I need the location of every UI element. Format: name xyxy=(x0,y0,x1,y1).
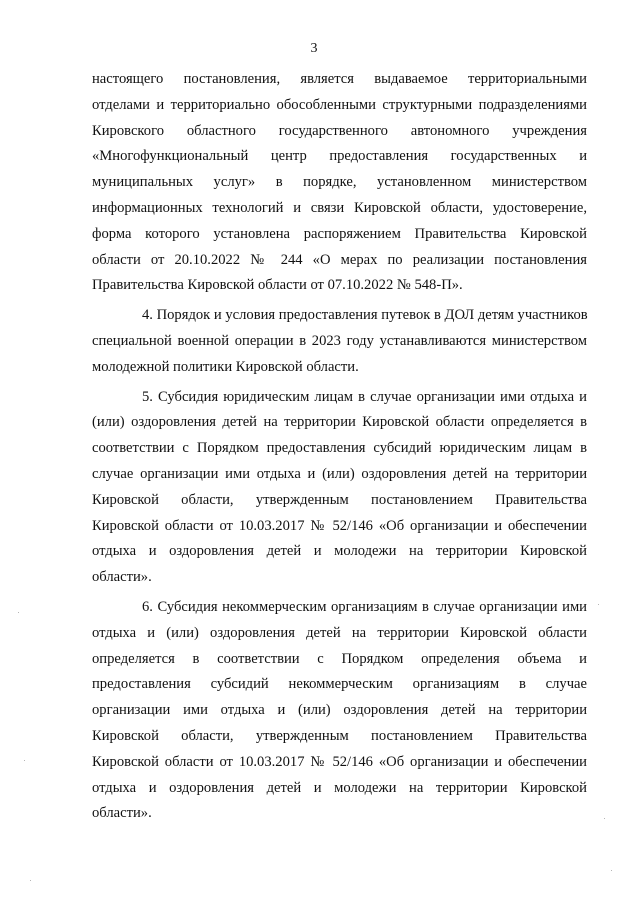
text-line: информационных технологий и связи Кировской области, удостоверение, xyxy=(92,199,587,216)
scan-speck xyxy=(604,818,605,819)
text-line: области от 20.10.2022 № 244 «О мерах по реализации постановления xyxy=(92,251,587,268)
document-body xyxy=(92,67,587,827)
scan-speck xyxy=(611,870,612,871)
text-line: области». xyxy=(92,569,152,586)
text-line: Кировской области, утвержденным постановлением Правительства xyxy=(92,727,587,744)
paragraph-item-6 xyxy=(92,595,587,827)
text-line: (или) оздоровления детей на территории Кировской области определяется в xyxy=(92,414,587,431)
text-line: молодежной политики Кировской области. xyxy=(92,358,359,375)
text-line: специальной военной операции в 2023 году устанавливаются министерством xyxy=(92,332,587,349)
scan-speck xyxy=(18,612,19,613)
text-line: 5. Субсидия юридическим лицам в случае организации ими отдыха и xyxy=(142,388,587,405)
text-line: 4. Порядок и условия предоставления путевок в ДОЛ детям участников xyxy=(142,307,588,324)
text-line: отдыха и (или) оздоровления детей на территории Кировской области xyxy=(92,624,587,641)
text-line: настоящего постановления, является выдаваемое территориальными xyxy=(92,71,587,87)
paragraph-item-5 xyxy=(92,385,587,591)
paragraph-continuation xyxy=(92,67,587,299)
text-line: «Многофункциональный центр предоставления государственных и xyxy=(92,148,587,165)
text-line: Кировского областного государственного автономного учреждения xyxy=(92,122,587,139)
text-line: организации ими отдыха и (или) оздоровления детей на территории xyxy=(92,702,587,719)
text-line: соответствии с Порядком предоставления субсидий юридическим лицам в xyxy=(92,440,587,457)
text-line: Правительства Кировской области от 07.10.2022 № 548-П». xyxy=(92,277,463,294)
text-line: 6. Субсидия некоммерческим организациям в случае организации ими xyxy=(142,598,587,615)
scan-speck xyxy=(24,760,25,761)
text-line: муниципальных услуг» в порядке, установленном министерством xyxy=(92,174,587,191)
text-line: определяется в соответствии с Порядком определения объема и xyxy=(92,650,587,667)
text-line: предоставления субсидий некоммерческим организациям в случае xyxy=(92,676,587,693)
scan-speck xyxy=(30,880,31,881)
paragraph-item-4 xyxy=(92,303,587,380)
text-line: Кировской области от 10.03.2017 № 52/146 «Об организации и обеспечении xyxy=(92,517,587,534)
text-line: отдыха и оздоровления детей и молодежи на территории Кировской xyxy=(92,543,587,560)
text-line: отдыха и оздоровления детей и молодежи на территории Кировской xyxy=(92,779,587,796)
text-line: Кировской области от 10.03.2017 № 52/146 «Об организации и обеспечении xyxy=(92,753,587,770)
text-line: области». xyxy=(92,805,152,822)
text-line: форма которого установлена распоряжением Правительства Кировской xyxy=(92,225,587,242)
page-number: 3 xyxy=(310,41,318,56)
scan-speck xyxy=(598,604,599,605)
text-line: Кировской области, утвержденным постановлением Правительства xyxy=(92,491,587,508)
text-line: случае организации ими отдыха и (или) оздоровления детей на территории xyxy=(92,465,587,482)
text-line: отделами и территориально обособленными структурными подразделениями xyxy=(92,96,587,113)
